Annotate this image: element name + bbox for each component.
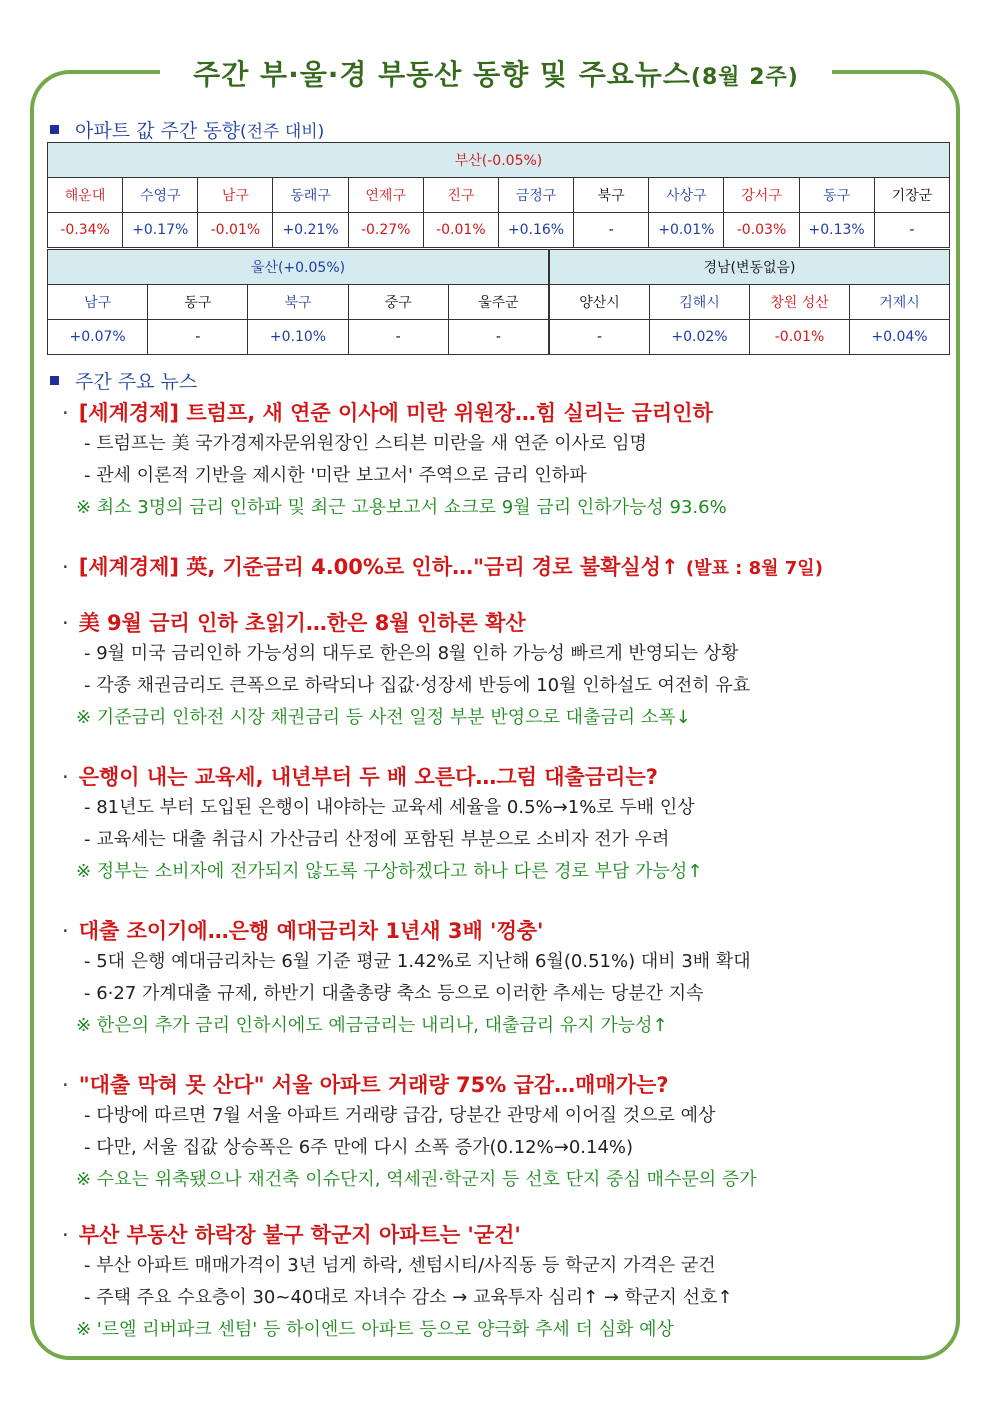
news-headline: · 대출 조이기에…은행 예대금리차 1년새 3배 '껑충' <box>62 919 544 943</box>
news-item <box>62 762 952 888</box>
district-change-cell: +0.01% <box>649 213 724 248</box>
district-name-cell: 창원 성산 <box>750 285 850 320</box>
news-item <box>62 608 952 734</box>
district-name-cell: 수영구 <box>123 178 198 213</box>
gyeongnam-price-table <box>549 249 950 355</box>
district-change-cell: +0.10% <box>248 320 348 355</box>
district-name-cell: 남구 <box>48 285 148 320</box>
news-detail: - 81년도 부터 도입된 은행이 내야하는 교육세 세율을 0.5%→1%로 두배 인상 <box>84 797 695 818</box>
news-detail: - 교육세는 대출 취급시 가산금리 산정에 포함된 부분으로 소비자 전가 우려 <box>84 829 670 850</box>
district-change-cell: -0.34% <box>48 213 123 248</box>
news-note: ※ 정부는 소비자에 전가되지 않도록 구상하겠다고 하나 다른 경로 부담 가능성↑ <box>76 861 703 882</box>
news-item <box>62 398 952 524</box>
district-name-cell: 울주군 <box>448 285 548 320</box>
news-item <box>62 1070 952 1196</box>
news-note: ※ 기준금리 인하전 시장 채권금리 등 사전 일정 부분 반영으로 대출금리 소폭↓ <box>76 707 691 728</box>
title-banner <box>160 52 832 94</box>
square-bullet-icon <box>50 125 59 134</box>
district-change-cell: +0.07% <box>48 320 148 355</box>
news-detail: - 9월 미국 금리인하 가능성의 대두로 한은의 8월 인하 가능성 빠르게 반영되는 상황 <box>84 643 739 664</box>
district-name-cell: 거제시 <box>850 285 950 320</box>
news-headline: · 부산 부동산 하락장 불구 학군지 아파트는 '굳건' <box>62 1223 521 1247</box>
district-name-cell: 기장군 <box>874 178 949 213</box>
news-detail: - 트럼프는 美 국가경제자문위원장인 스티븐 미란을 새 연준 이사로 임명 <box>84 433 647 454</box>
news-headline: · [세계경제] 英, 기준금리 4.00%로 인하…"금리 경로 불확실성↑ (발표 : 8월 7일) <box>62 555 823 579</box>
district-change-cell: - <box>448 320 548 355</box>
page-title: 주간 부·울·경 부동산 동향 및 주요뉴스(8월 2주) <box>193 58 799 91</box>
district-name-cell: 남구 <box>198 178 273 213</box>
news-detail: - 각종 채권금리도 큰폭으로 하락되나 집값·성장세 반등에 10월 인하설도 여전히 유효 <box>84 675 751 696</box>
news-headline: · 은행이 내는 교육세, 내년부터 두 배 오른다…그럼 대출금리는? <box>62 765 658 789</box>
district-name-cell: 연제구 <box>348 178 423 213</box>
district-change-cell: -0.01% <box>750 320 850 355</box>
news-detail: - 주택 주요 수요층이 30~40대로 자녀수 감소 → 교육투자 심리↑ → 학군지 선호↑ <box>84 1287 733 1308</box>
news-detail: - 관세 이론적 기반을 제시한 '미란 보고서' 주역으로 금리 인하파 <box>84 465 587 486</box>
section-heading-weekly-trend: 아파트 값 주간 동향 (전주 대비) <box>50 116 324 143</box>
district-change-cell: +0.13% <box>799 213 874 248</box>
district-name-cell: 중구 <box>348 285 448 320</box>
news-item <box>62 552 952 584</box>
district-change-cell: - <box>874 213 949 248</box>
news-detail: - 6·27 가계대출 규제, 하반기 대출총량 축소 등으로 이러한 추세는 당분간 지속 <box>84 983 704 1004</box>
district-name-cell: 동래구 <box>273 178 348 213</box>
news-detail: - 5대 은행 예대금리차는 6월 기준 평균 1.42%로 지난해 6월(0.51%) 대비 3배 확대 <box>84 951 751 972</box>
busan-header: 부산(-0.05%) <box>48 143 950 178</box>
district-name-cell: 북구 <box>248 285 348 320</box>
district-change-cell: +0.16% <box>498 213 573 248</box>
district-change-cell: -0.03% <box>724 213 799 248</box>
news-detail: - 다만, 서울 집값 상승폭은 6주 만에 다시 소폭 증가(0.12%→0.14%) <box>84 1137 634 1158</box>
ulsan-header: 울산(+0.05%) <box>48 250 549 285</box>
news-headline: · 美 9월 금리 인하 초읽기…한은 8월 인하론 확산 <box>62 611 526 635</box>
news-note: ※ 최소 3명의 금리 인하파 및 최근 고용보고서 쇼크로 9월 금리 인하가능성 93.6% <box>76 497 727 518</box>
news-note: ※ 수요는 위축됐으나 재건축 이슈단지, 역세권·학군지 등 선호 단지 중심 매수문의 증가 <box>76 1169 757 1190</box>
district-name-cell: 사상구 <box>649 178 724 213</box>
district-change-cell: -0.27% <box>348 213 423 248</box>
news-item <box>62 1220 952 1346</box>
district-change-cell: +0.21% <box>273 213 348 248</box>
square-bullet-icon <box>50 376 59 385</box>
district-name-cell: 강서구 <box>724 178 799 213</box>
news-detail: - 부산 아파트 매매가격이 3년 넘게 하락, 센텀시티/사직동 등 학군지 가격은 굳건 <box>84 1255 716 1276</box>
news-note: ※ '르엘 리버파크 센텀' 등 하이엔드 아파트 등으로 양극화 추세 더 심화 예상 <box>76 1319 674 1340</box>
news-note: ※ 한은의 추가 금리 인하시에도 예금금리는 내리나, 대출금리 유지 가능성↑ <box>76 1015 668 1036</box>
district-name-cell: 김해시 <box>650 285 750 320</box>
district-name-cell: 양산시 <box>550 285 650 320</box>
news-headline: · [세계경제] 트럼프, 새 연준 이사에 미란 위원장…힘 실리는 금리인하 <box>62 401 713 425</box>
district-change-cell: -0.01% <box>198 213 273 248</box>
district-change-cell: -0.01% <box>423 213 498 248</box>
district-change-cell: +0.02% <box>650 320 750 355</box>
district-change-cell: - <box>550 320 650 355</box>
news-detail: - 다방에 따르면 7월 서울 아파트 거래량 급감, 당분간 관망세 이어질 것으로 예상 <box>84 1105 716 1126</box>
district-name-cell: 해운대 <box>48 178 123 213</box>
district-change-cell: - <box>574 213 649 248</box>
district-name-cell: 동구 <box>148 285 248 320</box>
district-change-cell: - <box>348 320 448 355</box>
district-name-cell: 금정구 <box>498 178 573 213</box>
news-headline: · "대출 막혀 못 산다" 서울 아파트 거래량 75% 급감…매매가는? <box>62 1073 669 1097</box>
district-name-cell: 북구 <box>574 178 649 213</box>
gyeongnam-header: 경남(변동없음) <box>550 250 950 285</box>
section-heading-weekly-news: 주간 주요 뉴스 <box>50 367 197 394</box>
ulsan-price-table <box>47 249 549 355</box>
busan-price-table <box>47 142 950 248</box>
district-change-cell: +0.17% <box>123 213 198 248</box>
district-change-cell: - <box>148 320 248 355</box>
district-name-cell: 진구 <box>423 178 498 213</box>
district-change-cell: +0.04% <box>850 320 950 355</box>
district-name-cell: 동구 <box>799 178 874 213</box>
news-item <box>62 916 952 1042</box>
